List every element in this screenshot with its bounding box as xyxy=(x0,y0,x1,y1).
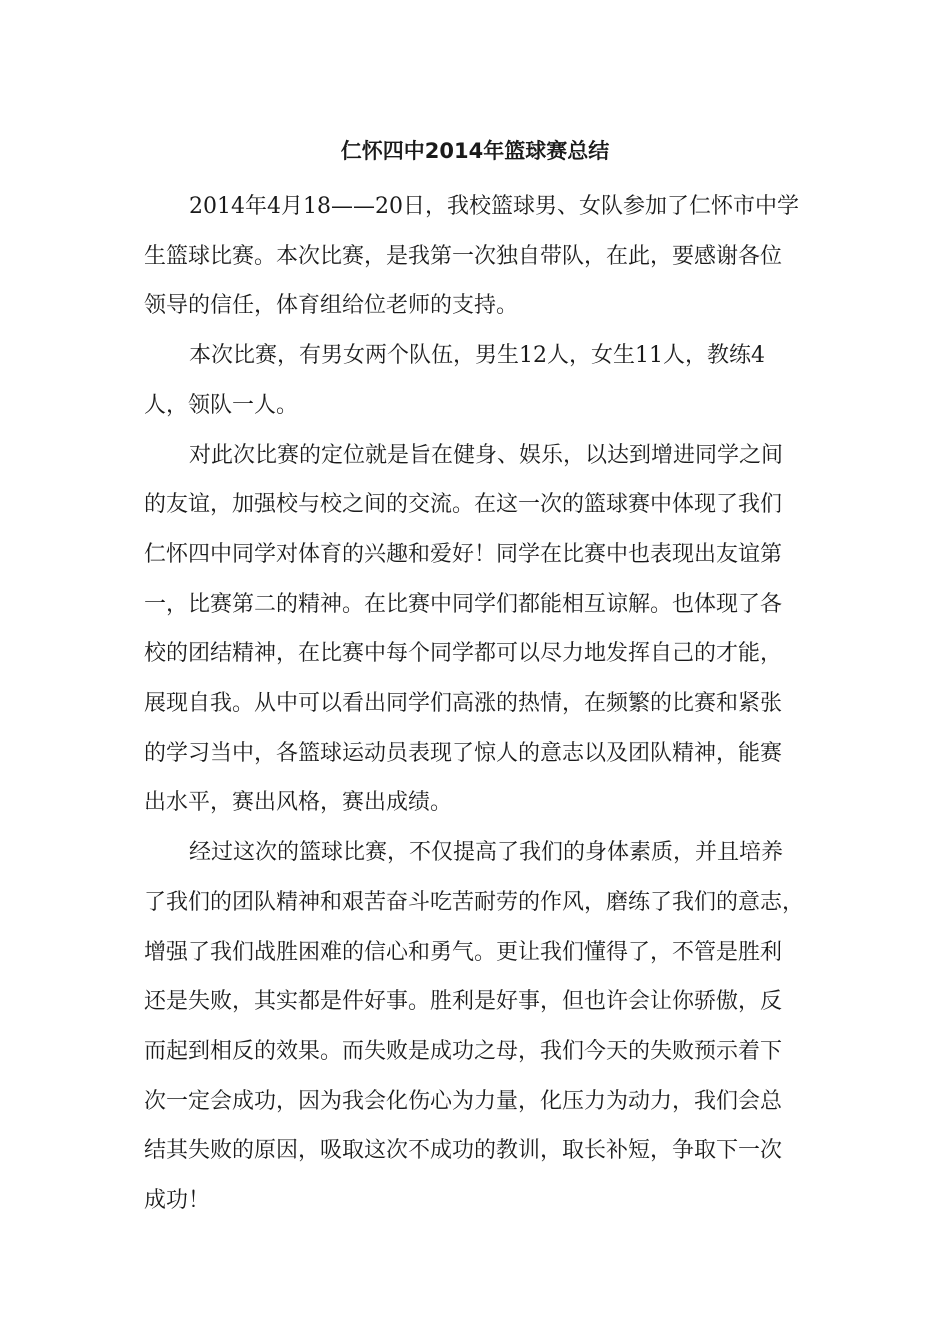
text-line: 的学习当中，各篮球运动员表现了惊人的意志以及团队精神，能赛 xyxy=(144,740,783,766)
paragraph-2 xyxy=(144,331,812,430)
text-line: 领导的信任，体育组给位老师的支持。 xyxy=(144,293,519,319)
document-title: 仁怀四中2014年篮球赛总结 xyxy=(340,139,610,163)
text-line: 本次比赛，有男女两个队伍，男生12人，女生11人，教练4 xyxy=(189,343,765,369)
text-line: 经过这次的篮球比赛，不仅提高了我们的身体素质，并且培养 xyxy=(189,840,784,866)
text-line: 生篮球比赛。本次比赛，是我第一次独自带队，在此，要感谢各位 xyxy=(144,243,783,269)
text-line: 人，领队一人。 xyxy=(144,392,299,418)
text-line: 一，比赛第二的精神。在比赛中同学们都能相互谅解。也体现了各 xyxy=(144,591,783,617)
text-line: 校的团结精神，在比赛中每个同学都可以尽力地发挥自己的才能， xyxy=(144,641,783,667)
paragraph-3 xyxy=(144,431,812,829)
text-line: 增强了我们战胜困难的信心和勇气。更让我们懂得了，不管是胜利 xyxy=(144,939,783,965)
text-line: 次一定会成功，因为我会化伤心为力量，化压力为动力，我们会总 xyxy=(144,1088,783,1114)
text-line: 出水平，赛出风格，赛出成绩。 xyxy=(144,790,453,816)
text-line: 2014年4月18——20日，我校篮球男、女队参加了仁怀市中学 xyxy=(189,194,799,219)
document-body xyxy=(144,182,812,1226)
paragraph-4 xyxy=(144,828,812,1226)
text-line: 还是失败，其实都是件好事。胜利是好事，但也许会让你骄傲，反 xyxy=(144,989,783,1015)
paragraph-1 xyxy=(144,182,812,331)
text-line: 展现自我。从中可以看出同学们高涨的热情，在频繁的比赛和紧张 xyxy=(144,691,783,717)
text-line: 对此次比赛的定位就是旨在健身、娱乐，以达到增进同学之间 xyxy=(189,442,784,468)
text-line: 结其失败的原因，吸取这次不成功的教训，取长补短，争取下一次 xyxy=(144,1138,783,1164)
text-line: 成功！ xyxy=(144,1188,211,1214)
text-line: 了我们的团队精神和艰苦奋斗吃苦耐劳的作风，磨练了我们的意志， xyxy=(144,889,805,915)
text-line: 而起到相反的效果。而失败是成功之母，我们今天的失败预示着下 xyxy=(144,1038,783,1064)
text-line: 的友谊，加强校与校之间的交流。在这一次的篮球赛中体现了我们 xyxy=(144,492,783,518)
text-line: 仁怀四中同学对体育的兴趣和爱好！同学在比赛中也表现出友谊第 xyxy=(144,541,783,567)
